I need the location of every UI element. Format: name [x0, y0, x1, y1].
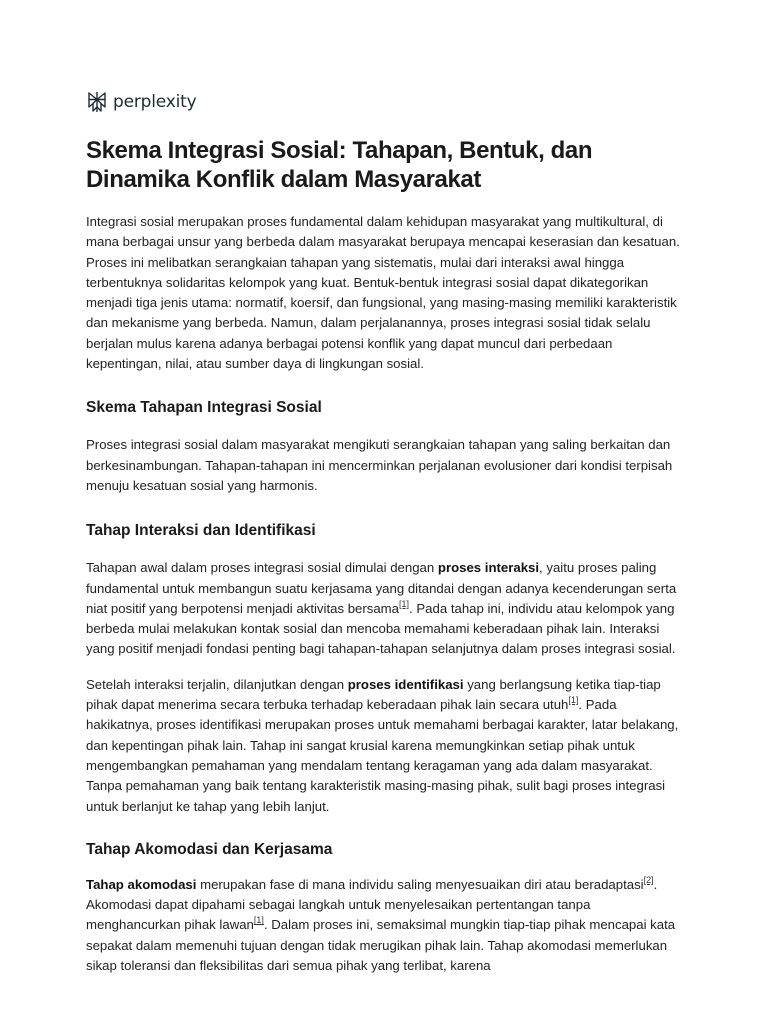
text-run: . Pada hakikatnya, proses identifikasi merupakan proses untuk memahami berbagai karakter, latar belakang, dan kepentingan pihak lain. Tahap ini sangat krusial karena memungkinkan setiap pihak untuk mengembangkan pemahaman yang mendalam tentang keragaman yang ada dalam masyarakat. Tanpa pemahaman yang baik tentang karakteristik masing-masing pihak, sulit bagi proses integrasi untuk berlanjut ke tahap yang lebih lanjut. [86, 697, 679, 814]
text-run: , yaitu proses paling fundamental untuk membangun suatu kerjasama yang ditandai dengan adanya kecenderungan serta niat positif yang berpotensi menjadi aktivitas bersama [86, 560, 677, 616]
text-run: merupakan fase di mana individu saling menyesuaikan diri atau beradaptasi [196, 876, 644, 892]
section-heading-akomodasi: Tahap Akomodasi dan Kerjasama [86, 840, 333, 858]
text-run: . Dalam proses ini, semaksimal mungkin tiap-tiap pihak mencapai kata sepakat dalam memenuhi tujuan dengan tidak merugikan pihak lain. Tahap akomodasi memerlukan sikap toleransi dan fleksibilitas dari semua pihak yang terlibat, karena [86, 917, 676, 974]
brand-header [86, 88, 686, 116]
citation-link[interactable]: [1] [399, 598, 410, 609]
text-run: . Pada tahap ini, individu atau kelompok yang berbeda mulai melakukan kontak sosial dan mencoba memahami keberadaan pihak lain. Interaksi yang positif menjadi fondasi penting bagi tahapan-tahapan selanjutnya dalam proses integrasi sosial. [86, 600, 676, 657]
skema-paragraph: Proses integrasi sosial dalam masyarakat mengikuti serangkaian tahapan yang saling berkaitan dan berkesinambungan. Tahapan-tahapan ini mencerminkan perjalanan evolusioner dari kondisi terpisah menuju kesatuan sosial yang harmonis. [86, 437, 673, 493]
bold-term: Tahap akomodasi [86, 876, 197, 892]
text-run: Setelah interaksi terjalin, dilanjutkan dengan [86, 676, 348, 692]
citation-link[interactable]: [2] [643, 874, 654, 885]
text-run: Tahapan awal dalam proses integrasi sosial dimulai dengan [86, 560, 438, 576]
akomodasi-paragraph [86, 875, 686, 976]
text-run: . Akomodasi dapat dipahami sebagai langkah untuk menyelesaikan pertentangan tanpa menghancurkan pihak lawan [86, 876, 658, 933]
bold-term: proses interaksi [437, 560, 540, 576]
page-title: Skema Integrasi Sosial: Tahapan, Bentuk, dan Dinamika Konflik dalam Masyarakat [86, 137, 593, 193]
intro-paragraph: Integrasi sosial merupakan proses fundamental dalam kehidupan masyarakat yang multikultural, di mana berbagai unsur yang berbeda dalam masyarakat berupaya mencapai keserasian dan kesatuan. Proses ini melibatkan serangkaian tahapan yang sistematis, mulai dari interaksi awal hingga terbentuknya solidaritas kelompok yang kuat. Bentuk-bentuk integrasi sosial dapat dikategorikan menjadi tiga jenis utama: normatif, koersif, dan fungsional, yang masing-masing memiliki karakteristik dan mekanisme yang berbeda. Namun, dalam perjalanannya, proses integrasi sosial tidak selalu berjalan mulus karena adanya berbagai potensi konflik yang dapat muncul dari perbedaan kepentingan, nilai, atau sumber daya di lingkungan sosial. [86, 214, 680, 372]
brand-name: perplexity [113, 92, 197, 112]
section-heading-interaksi: Tahap Interaksi dan Identifikasi [86, 522, 316, 540]
section-heading-skema: Skema Tahapan Integrasi Sosial [86, 399, 322, 417]
perplexity-logo-icon [86, 90, 108, 114]
interaksi-paragraph [86, 558, 686, 659]
bold-term: proses identifikasi [347, 676, 464, 692]
text-run: yang berlangsung ketika tiap-tiap pihak dapat menerima secara terbuka terhadap keberadaan pihak lain secara utuh [86, 676, 661, 713]
citation-link[interactable]: [1] [253, 915, 264, 926]
document-page [86, 88, 686, 976]
citation-link[interactable]: [1] [568, 695, 579, 706]
identifikasi-paragraph [86, 675, 686, 817]
